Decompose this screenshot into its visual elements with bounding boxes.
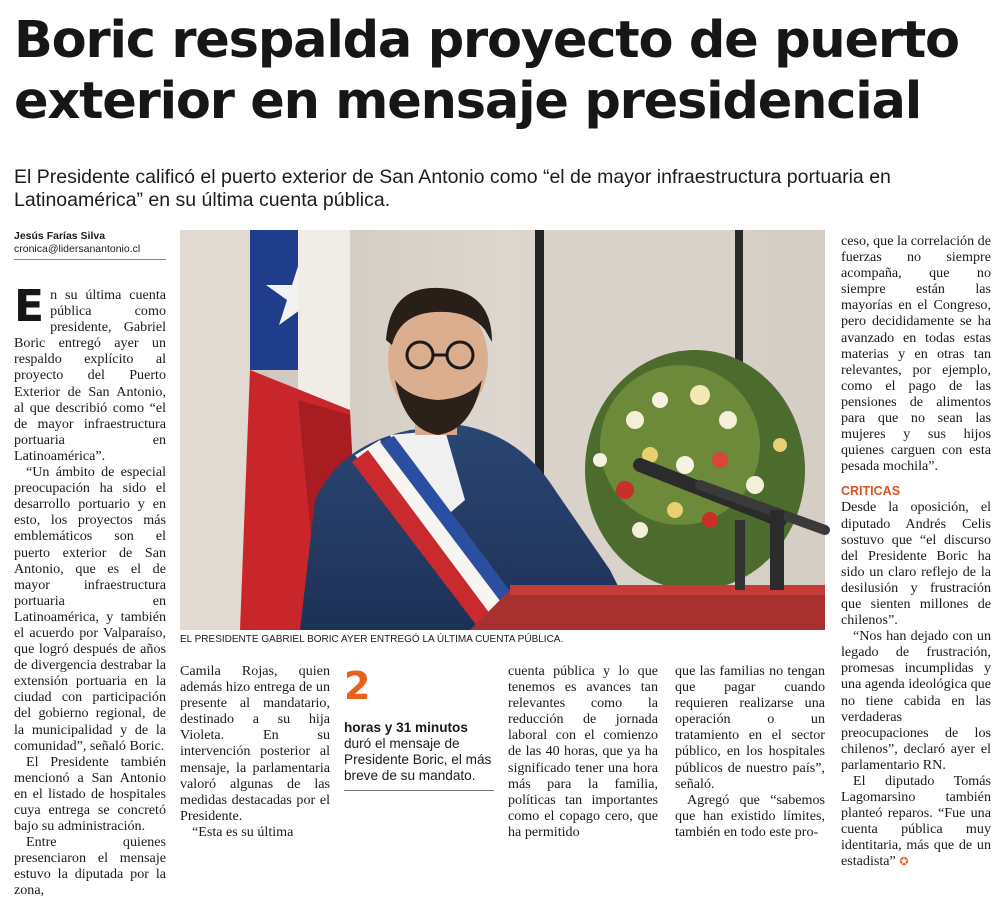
paragraph: cuenta pública y lo que tenemos es avances tan relevantes como la reducción de jornada laboral con el comienzo de las 40 horas, que ya ha significado tener una hora más para la familia, políticas tan importantes como el copago cero, que ha permitido — [508, 663, 658, 840]
paragraph: Entre quienes presenciaron el mensaje estuvo la diputada por la zona, — [14, 834, 166, 899]
text-column-5 — [841, 233, 991, 870]
drop-cap: E — [14, 281, 45, 332]
paragraph: El Presidente también mencionó a San Antonio en el listado de hospitales cuya entrega se concretó bajo su administración. — [14, 753, 166, 835]
byline — [14, 230, 166, 260]
end-mark-icon: ✪ — [899, 856, 909, 869]
stat-text — [344, 720, 494, 791]
paragraph: que las familias no tengan que pagar cuando requieren realizarse una operación o un tratamiento en el sector público, en los hospitales públicos de nuestro país”, señaló. — [675, 663, 825, 792]
paragraph: Desde la oposición, el diputado Andrés Celis sostuvo que “el discurso del Presidente Boric ha sido un claro reflejo de la desilusión y frustración que sienten millones de chilenos”. — [841, 499, 991, 629]
paragraph: “Un ámbito de especial preocupación ha sido el desarrollo portuario y en esto, los proyectos más emblemáticos son el puerto exterior de San Antonio, que es el de mayor infraestructura portuaria en Latinoamérica, y también el acuerdo por Valparaíso, que logró después de años de divergencia destrabar la extensión portuaria en la ciudad con participación del gobierno regional, de la municipalidad y de la comunidad”, señaló Boric. — [14, 464, 166, 754]
article-subtitle: El Presidente calificó el puerto exterior de San Antonio como “el de mayor infraestructura portuaria en Latinoamérica” en su última cuenta pública. — [14, 166, 891, 211]
paragraph — [841, 773, 991, 871]
stat-description: duró el mensaje de Presidente Boric, el más breve de su mandato. — [344, 736, 492, 783]
boric-podium-illustration — [180, 230, 825, 630]
stat-number: 2 — [344, 664, 371, 708]
headline-line-1: Boric respalda proyecto de puerto — [14, 11, 959, 70]
author-name: Jesús Farías Silva — [14, 230, 106, 242]
paragraph: n su última cuenta pública como presidente, Gabriel Boric entregó ayer un respaldo explícito al proyecto del Puerto Exterior de San Antonio, al que describió como “el de mayor infraestructura portuaria en Latinoamérica”. — [14, 287, 166, 464]
photo-caption: EL PRESIDENTE GABRIEL BORIC AYER ENTREGÓ LA ÚLTIMA CUENTA PÚBLICA. — [180, 634, 564, 645]
section-subhead: CRITICAS — [841, 484, 901, 499]
headline — [14, 10, 989, 132]
text-column-4 — [675, 663, 825, 840]
text-column-1 — [14, 281, 166, 899]
headline-line-2: exterior en mensaje presidencial — [14, 72, 922, 131]
stat-box — [344, 666, 494, 791]
stat-highlight: horas y 31 minutos — [344, 720, 468, 735]
text-column-2 — [180, 663, 330, 840]
article-photo — [180, 230, 825, 630]
paragraph: Camila Rojas, quien además hizo entrega de un presente al mandatario, destinado a su hija Violeta. En su intervención posterior al mensaje, la parlamentaria valoró algunas de las medidas destacadas por el Presidente. — [180, 663, 330, 824]
author-email[interactable]: cronica@lidersanantonio.cl — [14, 243, 141, 255]
paragraph: Agregó que “sabemos que han existido límites, también en todo este pro- — [675, 791, 825, 840]
paragraph-text: El diputado Tomás Lagomarsino también planteó reparos. “Fue una cuenta pública muy identitaria, más que de un estadista” — [841, 773, 991, 870]
paragraph: “Nos han dejado con un legado de frustración, promesas incumplidas y una agenda ideológica que no tiene cabida en las verdaderas preocupaciones de los chilenos”, declaró ayer el parlamentario RN. — [841, 628, 991, 773]
text-column-3 — [508, 663, 658, 840]
paragraph: ceso, que la correlación de fuerzas no siempre acompaña, que no siempre están las mayorías en el Congreso, pero decididamente se ha avanzado en todas estas materias y en otras tan relevantes, por ejemplo, como el pago de las pensiones de alimentos para que no sean las mujeres y sus hijos quienes carguen con esta pesada mochila”. — [841, 233, 991, 475]
paragraph: “Esta es su última — [192, 823, 294, 840]
